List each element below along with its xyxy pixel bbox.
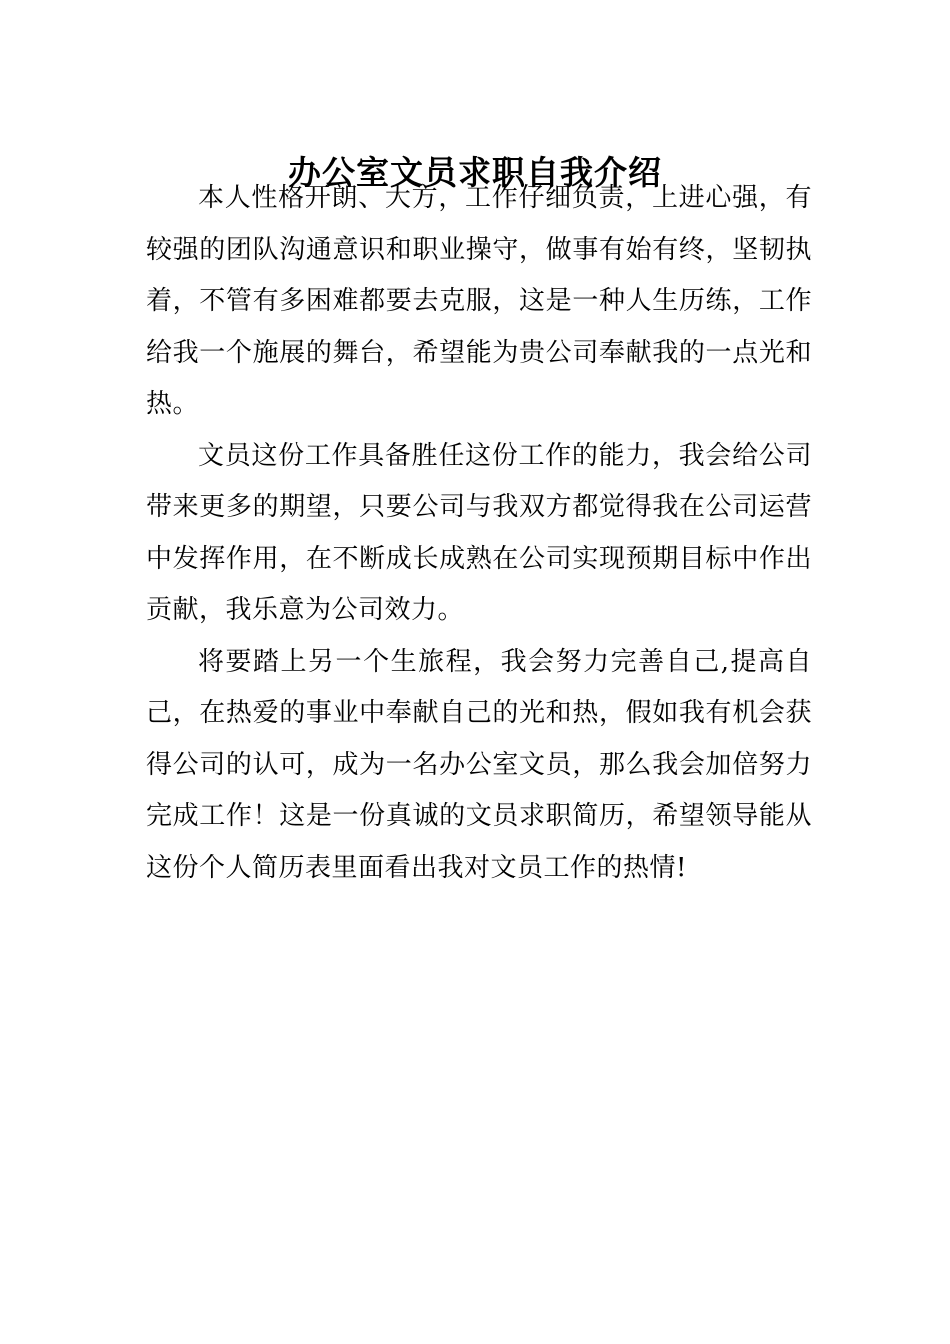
document-title: 办公室文员求职自我介绍 (288, 153, 662, 193)
document-body (146, 173, 812, 894)
paragraph-3: 将要踏上另一个生旅程，我会努力完善自己,提高自己，在热爱的事业中奉献自己的光和热，假如我有机会获得公司的认可，成为一名办公室文员，那么我会加倍努力完成工作！这是一份真诚的文员求职简历，希望领导能从这份个人简历表里面看出我对文员工作的热情! (146, 646, 812, 883)
paragraph-1: 本人性格开朗、大方，工作仔细负责，上进心强，有较强的团队沟通意识和职业操守，做事有始有终，坚韧执着，不管有多困难都要去克服，这是一种人生历练，工作给我一个施展的舞台，希望能为贵公司奉献我的一点光和热。 (146, 183, 812, 419)
paragraph-2: 文员这份工作具备胜任这份工作的能力，我会给公司带来更多的期望，只要公司与我双方都觉得我在公司运营中发挥作用，在不断成长成熟在公司实现预期目标中作出贡献，我乐意为公司效力。 (146, 440, 812, 625)
